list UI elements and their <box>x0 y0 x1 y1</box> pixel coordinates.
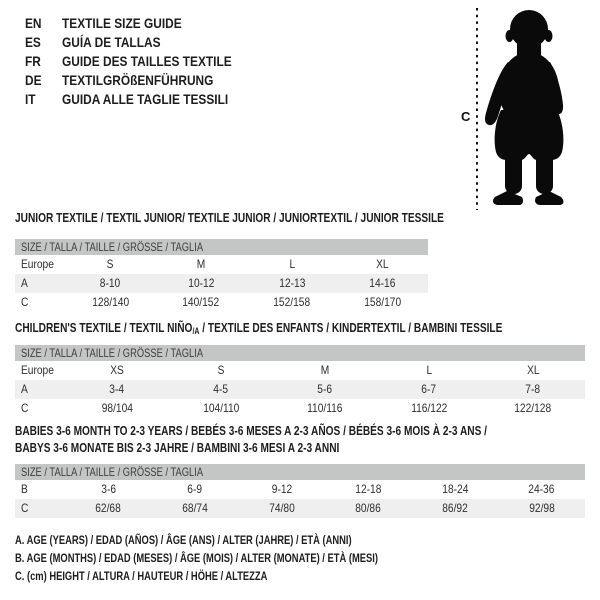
section-title-line: CHILDREN'S TEXTILE / TEXTIL $NIÑO_{/A}$ / TEXTILE DES ENFANTS / KINDERTEXTIL / BAMBINI TESSILE <box>15 320 503 336</box>
table-cell: 9-12 <box>271 482 292 496</box>
size-header-label: SIZE / TALLA / TAILLE / GRÖSSE / TAGLIA <box>21 346 204 360</box>
size-header-bar <box>15 345 585 361</box>
section-title-line: BABYS 3-6 MONATE BIS 2-3 JAHRE / BAMBINI 3-6 MESI A 2-3 ANNI <box>15 440 340 455</box>
table-cell: 6-9 <box>187 482 203 496</box>
table-cell: 12-13 <box>278 276 305 290</box>
language-title: TEXTILE SIZE GUIDE <box>62 14 182 31</box>
table-cell: 110/116 <box>307 401 343 415</box>
section-title-line: JUNIOR TEXTILE / TEXTIL JUNIOR/ TEXTILE JUNIOR / JUNIORTEXTIL / JUNIOR TESSILE <box>15 210 444 225</box>
language-code: DE <box>25 71 42 88</box>
language-row <box>25 70 262 89</box>
baby-height-figure <box>455 0 600 215</box>
table-row <box>15 499 585 518</box>
language-row <box>25 51 262 70</box>
table-row <box>15 293 428 312</box>
table-cell: 3-4 <box>109 382 125 396</box>
row-label: B <box>21 482 28 496</box>
language-code: IT <box>25 90 36 107</box>
table-row <box>15 255 428 274</box>
babies-size-table <box>15 480 585 518</box>
table-cell: 152/158 <box>273 295 311 309</box>
language-title: GUIDA ALLE TAGLIE TESSILI <box>62 90 229 107</box>
table-row <box>15 274 428 293</box>
row-label: Europe <box>21 363 54 377</box>
table-cell: L <box>426 363 432 377</box>
table-cell: M <box>196 257 206 271</box>
section-title-children <box>15 319 585 336</box>
table-cell: 68/74 <box>182 501 208 515</box>
row-label: A <box>21 276 28 290</box>
section-title-babies <box>15 422 585 456</box>
footnote-line: C. (cm) HEIGHT / ALTURA / HAUTEUR / HÖHE / ALTEZZA <box>15 569 268 583</box>
height-measure-label: C <box>461 109 471 124</box>
table-cell: XS <box>110 363 124 377</box>
table-cell: 5-6 <box>317 382 333 396</box>
language-code: FR <box>25 52 41 69</box>
footnote-line: B. AGE (MONTHS) / EDAD (MESES) / ÂGE (MOIS) / ALTER (MONATE) / ETÀ (MESI) <box>15 551 378 565</box>
row-label: C <box>21 401 29 415</box>
children-size-table <box>15 361 585 418</box>
table-row <box>15 361 585 380</box>
language-title: GUÍA DE TALLAS <box>62 33 161 50</box>
table-cell: S <box>217 363 225 377</box>
table-cell: 104/110 <box>202 401 240 415</box>
table-cell: 12-18 <box>355 482 382 496</box>
table-cell: 122/128 <box>514 401 552 415</box>
table-cell: 140/152 <box>182 295 220 309</box>
section-title-line: BABIES 3-6 MONTH TO 2-3 YEARS / BEBÉS 3-6 MESES A 2-3 AÑOS / BÉBÉS 3-6 MOIS À 2-3 ANS / <box>15 423 487 438</box>
table-row <box>15 399 585 418</box>
row-label: Europe <box>21 257 54 271</box>
table-cell: 10-12 <box>188 276 215 290</box>
row-label: A <box>21 382 28 396</box>
table-cell: 98/104 <box>101 401 133 415</box>
size-header-bar <box>15 464 585 480</box>
size-header-bar <box>15 239 428 255</box>
table-cell: 128/140 <box>91 295 129 309</box>
table-cell: XL <box>526 363 540 377</box>
table-cell: XL <box>376 257 389 271</box>
table-cell: S <box>106 257 114 271</box>
table-cell: 80/86 <box>355 501 382 515</box>
junior-size-table <box>15 255 428 312</box>
table-cell: 8-10 <box>100 276 121 290</box>
table-row <box>15 480 585 499</box>
table-cell: 24-36 <box>528 482 555 496</box>
section-title-junior <box>15 209 444 226</box>
section-babies-textile <box>15 422 585 518</box>
table-cell: 3-6 <box>100 482 116 496</box>
table-cell: 14-16 <box>369 276 396 290</box>
size-header-label: SIZE / TALLA / TAILLE / GRÖSSE / TAGLIA <box>21 240 204 254</box>
row-label: C <box>21 295 29 309</box>
language-row <box>25 13 262 32</box>
table-cell: 116/122 <box>410 401 448 415</box>
table-cell: L <box>289 257 295 271</box>
table-cell: 4-5 <box>213 382 229 396</box>
table-cell: 18-24 <box>441 482 469 496</box>
table-cell: 7-8 <box>525 382 541 396</box>
section-children-textile <box>15 319 585 418</box>
table-row <box>15 380 585 399</box>
table-cell: 62/68 <box>95 501 122 515</box>
language-title: GUIDE DES TAILLES TEXTILE <box>62 52 232 69</box>
table-cell: M <box>320 363 330 377</box>
table-cell: 92/98 <box>528 501 555 515</box>
language-title: TEXTILGRÖßENFÜHRUNG <box>62 71 214 88</box>
baby-silhouette-icon <box>485 10 563 205</box>
table-cell: 74/80 <box>268 501 295 515</box>
language-row <box>25 89 262 108</box>
row-label: C <box>21 501 29 515</box>
table-cell: 86/92 <box>442 501 468 515</box>
footnotes <box>15 531 480 585</box>
size-header-label: SIZE / TALLA / TAILLE / GRÖSSE / TAGLIA <box>21 465 204 479</box>
language-code: ES <box>25 33 41 50</box>
footnote-line: A. AGE (YEARS) / EDAD (AÑOS) / ÂGE (ANS) / ALTER (JAHRE) / ETÀ (ANNI) <box>15 533 352 547</box>
language-code: EN <box>25 14 42 31</box>
table-cell: 158/170 <box>364 295 402 309</box>
table-cell: 6-7 <box>421 382 437 396</box>
section-junior-textile <box>15 209 444 312</box>
language-row <box>25 32 262 51</box>
language-title-list <box>25 13 262 108</box>
